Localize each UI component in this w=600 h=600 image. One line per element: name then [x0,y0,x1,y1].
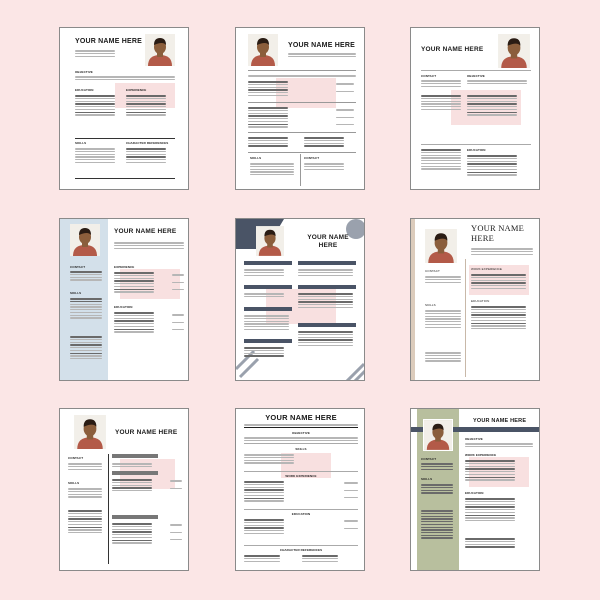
section-heading: EDUCATION [114,305,133,309]
section-heading: OBJECTIVE [465,437,483,441]
resume-template-9[interactable] [410,408,540,571]
resume-template-4[interactable] [59,218,189,381]
section-heading: CONTACT [425,269,440,273]
profile-photo [70,224,100,256]
section-heading: CONTACT [421,74,437,78]
resume-name: YOUR NAME HERE [114,228,177,235]
profile-photo [256,225,284,257]
section-heading: CHARACTER REFERENCES [279,548,323,552]
resume-name: YOUR NAME HERE [75,38,142,45]
section-heading: WORK EXPERIENCE [465,453,497,457]
section-heading: CONTACT [304,156,320,160]
section-heading: SKILLS [425,303,436,307]
section-heading: EDUCATION [471,299,490,303]
profile-photo [498,34,530,68]
section-heading: EDUCATION [465,491,484,495]
profile-photo [145,34,175,66]
section-heading: EDUCATION [467,148,486,152]
profile-photo [425,229,457,263]
resume-name: YOUR NAME HERE [288,42,355,49]
section-heading: OBJECTIVE [467,74,485,78]
section-heading: CHARACTER REFERENCES [126,141,169,145]
section-heading: SKILLS [70,291,82,295]
resume-name: YOUR NAME HERE [473,418,527,424]
section-heading: CONTACT [70,265,86,269]
resume-template-7[interactable] [59,408,189,571]
resume-template-2[interactable] [235,27,365,190]
section-heading: SKILLS [250,156,262,160]
resume-template-1[interactable] [59,27,189,190]
section-heading: EDUCATION [291,512,311,516]
section-heading: OBJECTIVE [292,431,310,435]
profile-photo [423,419,453,451]
section-heading: EXPERIENCE [126,88,147,92]
section-heading: EXPERIENCE [114,265,135,269]
resume-name: YOUR NAME HERE [115,429,178,436]
resume-template-6[interactable] [410,218,540,381]
resume-template-8[interactable] [235,408,365,571]
resume-name: YOUR NAME HERE [265,413,337,422]
resume-template-5[interactable] [235,218,365,381]
section-heading: OBJECTIVE [75,70,93,74]
section-heading: WORK EXPERIENCE [285,474,317,478]
resume-name: YOUR NAME HERE [307,234,349,249]
resume-name: YOUR NAME HERE [421,46,484,53]
section-heading: SKILLS [295,447,307,451]
resume-template-3[interactable] [410,27,540,190]
profile-photo [248,34,278,66]
profile-photo [74,415,106,449]
section-heading: WORK EXPERIENCE [471,267,503,271]
section-heading: SKILLS [75,141,87,145]
section-heading: EDUCATION [75,88,94,92]
section-heading: SKILLS [421,477,433,481]
resume-name: YOUR NAME HERE [471,223,525,243]
section-heading: SKILLS [68,481,80,485]
section-heading: CONTACT [421,457,437,461]
section-heading: CONTACT [68,456,84,460]
